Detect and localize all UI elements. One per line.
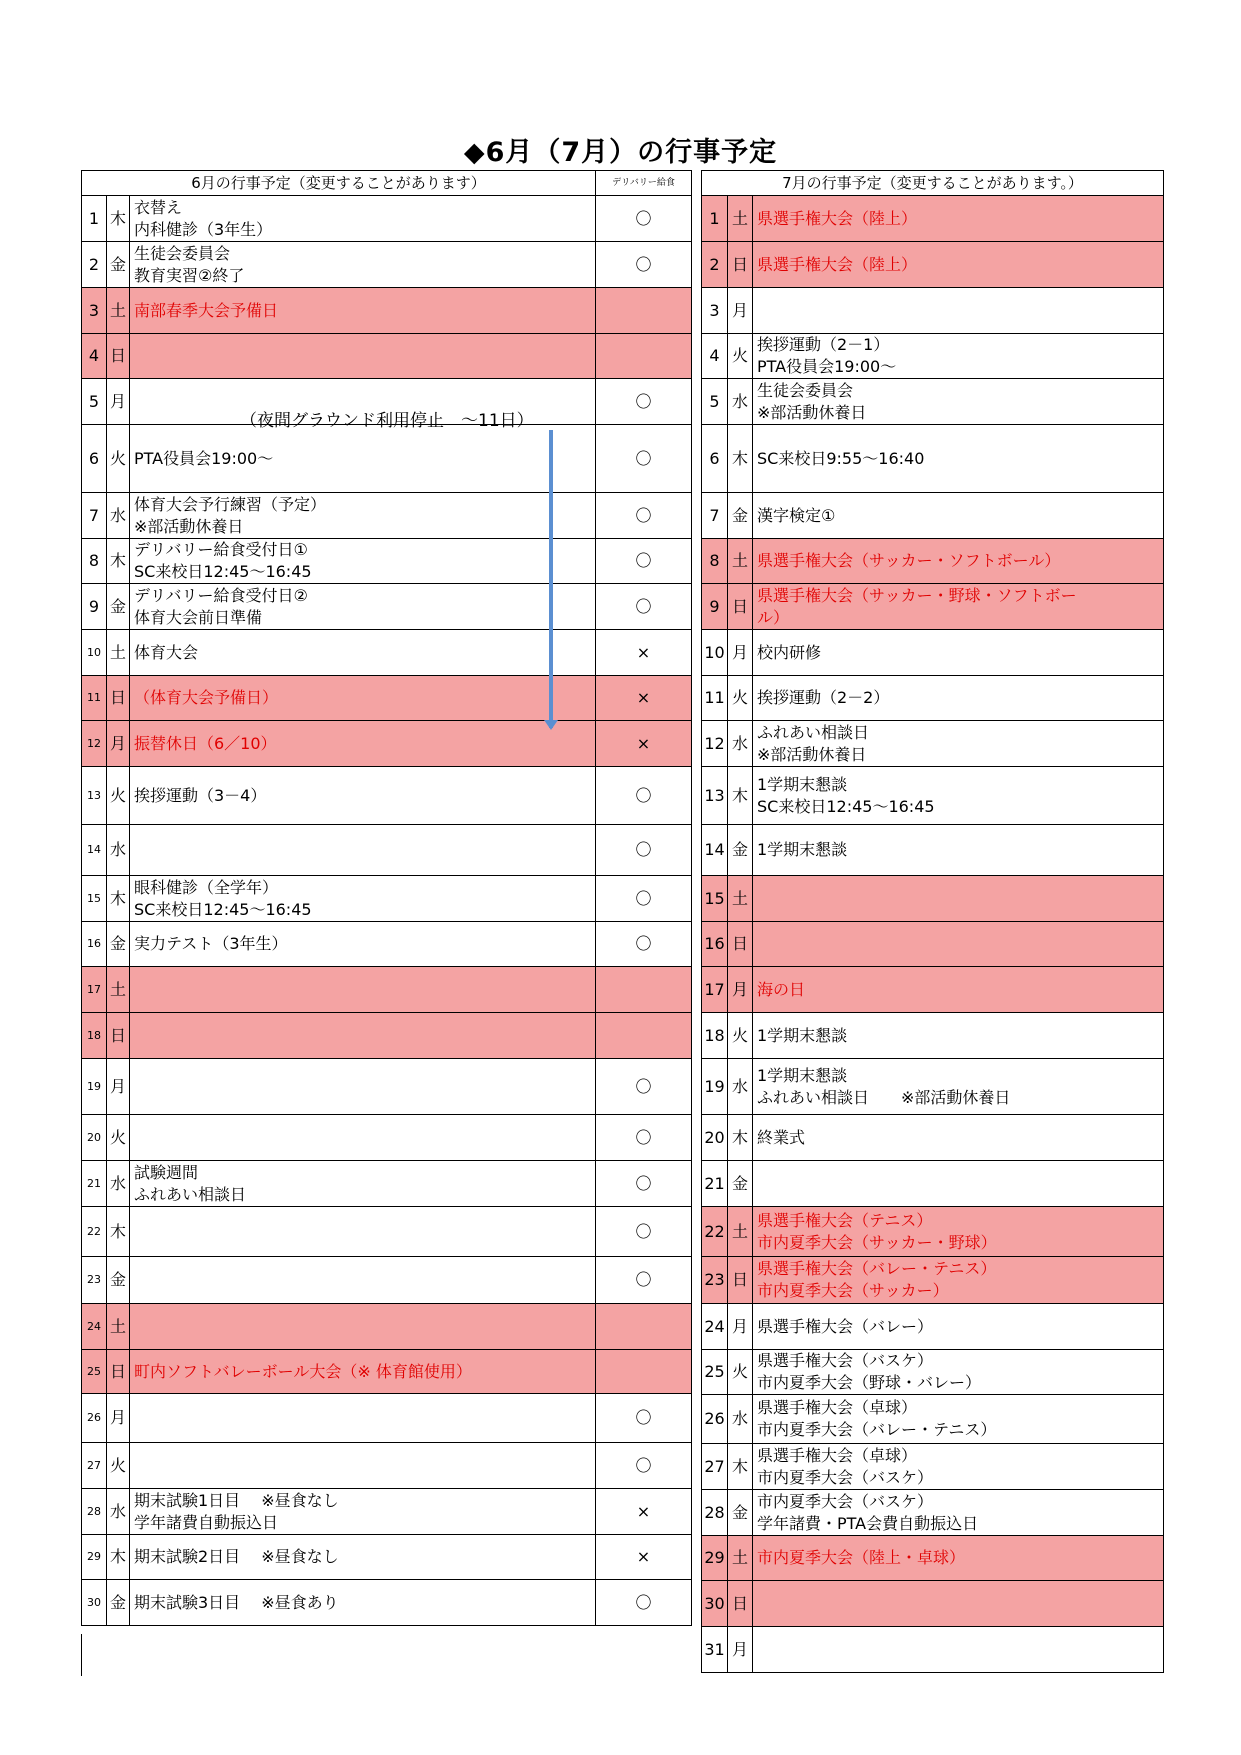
weekday: 日	[728, 1257, 753, 1304]
weekday: 水	[728, 1395, 753, 1444]
event-text: 期末試験3日目 ※昼食あり	[130, 1580, 596, 1626]
event-text: （体育大会予備日）	[130, 676, 596, 721]
delivery-lunch-header: デリバリー給食	[596, 171, 692, 196]
june-row-day-13	[82, 767, 692, 825]
day-number: 24	[82, 1304, 107, 1350]
event-text: 1学期末懇談 SC来校日12:45～16:45	[753, 767, 1164, 825]
weekday: 土	[728, 1207, 753, 1257]
june-schedule-table	[81, 170, 692, 1626]
weekday: 土	[107, 630, 130, 676]
july-row-day-6	[702, 425, 1164, 493]
july-header: 7月の行事予定（変更することがあります。）	[702, 171, 1164, 196]
delivery-mark: 〇	[596, 825, 692, 876]
weekday: 水	[107, 493, 130, 539]
july-row-day-25	[702, 1350, 1164, 1395]
delivery-mark: 〇	[596, 767, 692, 825]
weekday: 月	[728, 288, 753, 334]
july-row-day-7	[702, 493, 1164, 539]
day-number: 19	[702, 1059, 728, 1115]
event-text: 県選手権大会（バレー・テニス） 市内夏季大会（サッカー）	[753, 1257, 1164, 1304]
day-number: 23	[82, 1257, 107, 1304]
day-number: 26	[702, 1395, 728, 1444]
june-row-day-19	[82, 1059, 692, 1115]
day-number: 22	[82, 1207, 107, 1257]
weekday: 土	[107, 288, 130, 334]
weekday: 日	[728, 242, 753, 288]
july-row-day-10	[702, 630, 1164, 676]
day-number: 30	[702, 1581, 728, 1627]
july-row-day-21	[702, 1161, 1164, 1207]
weekday: 金	[107, 584, 130, 630]
weekday: 火	[107, 425, 130, 493]
event-text: ふれあい相談日 ※部活動休養日	[753, 721, 1164, 767]
event-text: 県選手権大会（卓球） 市内夏季大会（バレー・テニス）	[753, 1395, 1164, 1444]
day-number: 16	[702, 922, 728, 967]
weekday: 日	[728, 922, 753, 967]
day-number: 21	[82, 1161, 107, 1207]
delivery-mark: ×	[596, 630, 692, 676]
delivery-mark: 〇	[596, 584, 692, 630]
day-number: 21	[702, 1161, 728, 1207]
weekday: 木	[728, 767, 753, 825]
event-text: 1学期末懇談	[753, 1013, 1164, 1059]
day-number: 31	[702, 1627, 728, 1673]
weekday: 土	[107, 967, 130, 1013]
event-text	[130, 334, 596, 379]
event-text: 生徒会委員会 ※部活動休養日	[753, 379, 1164, 425]
event-text	[130, 1059, 596, 1115]
day-number: 27	[702, 1444, 728, 1490]
weekday: 金	[728, 1161, 753, 1207]
day-number: 23	[702, 1257, 728, 1304]
day-number: 29	[82, 1535, 107, 1580]
june-row-day-16	[82, 922, 692, 967]
july-row-day-24	[702, 1304, 1164, 1350]
june-row-day-6	[82, 425, 692, 493]
day-number: 3	[82, 288, 107, 334]
june-row-day-4	[82, 334, 692, 379]
weekday: 木	[728, 1115, 753, 1161]
event-text: 期末試験1日目 ※昼食なし 学年諸費自動振込日	[130, 1489, 596, 1535]
event-text: 市内夏季大会（バスケ） 学年諸費・PTA会費自動振込日	[753, 1490, 1164, 1536]
july-row-day-14	[702, 825, 1164, 876]
day-number: 10	[702, 630, 728, 676]
july-row-day-5	[702, 379, 1164, 425]
delivery-mark: ×	[596, 1535, 692, 1580]
day-number: 28	[82, 1489, 107, 1535]
event-text: 県選手権大会（バレー）	[753, 1304, 1164, 1350]
june-row-day-1	[82, 196, 692, 242]
june-header: 6月の行事予定（変更することがあります）	[82, 171, 596, 196]
june-row-day-23	[82, 1257, 692, 1304]
delivery-mark: ×	[596, 1489, 692, 1535]
day-number: 16	[82, 922, 107, 967]
delivery-mark: 〇	[596, 196, 692, 242]
event-text: 市内夏季大会（陸上・卓球）	[753, 1536, 1164, 1581]
event-text	[753, 1627, 1164, 1673]
delivery-mark	[596, 1304, 692, 1350]
weekday: 水	[728, 721, 753, 767]
june-header-row	[82, 171, 692, 196]
delivery-mark: 〇	[596, 1580, 692, 1626]
july-row-day-29	[702, 1536, 1164, 1581]
day-number: 25	[82, 1350, 107, 1394]
july-row-day-30	[702, 1581, 1164, 1627]
june-row-day-15	[82, 876, 692, 922]
weekday: 水	[107, 825, 130, 876]
day-number: 26	[82, 1394, 107, 1443]
june-row-day-26	[82, 1394, 692, 1443]
june-row-day-3	[82, 288, 692, 334]
event-text: 振替休日（6／10）	[130, 721, 596, 767]
june-row-day-25	[82, 1350, 692, 1394]
day-number: 25	[702, 1350, 728, 1395]
june-row-day-27	[82, 1443, 692, 1489]
day-number: 11	[82, 676, 107, 721]
july-row-day-31	[702, 1627, 1164, 1673]
day-number: 4	[702, 334, 728, 379]
day-number: 30	[82, 1580, 107, 1626]
day-number: 24	[702, 1304, 728, 1350]
weekday: 日	[728, 1581, 753, 1627]
weekday: 火	[107, 1443, 130, 1489]
weekday: 日	[107, 676, 130, 721]
delivery-mark: 〇	[596, 1207, 692, 1257]
night-ground-note: （夜間グラウンド利用停止 ～11日）	[240, 411, 534, 431]
event-text: 生徒会委員会 教育実習②終了	[130, 242, 596, 288]
june-row-day-30	[82, 1580, 692, 1626]
june-row-day-28	[82, 1489, 692, 1535]
weekday: 火	[728, 1013, 753, 1059]
event-text: 漢字検定①	[753, 493, 1164, 539]
delivery-mark: 〇	[596, 1161, 692, 1207]
event-text	[753, 1161, 1164, 1207]
delivery-mark: 〇	[596, 1394, 692, 1443]
day-number: 22	[702, 1207, 728, 1257]
period-arrow	[549, 430, 553, 728]
day-number: 4	[82, 334, 107, 379]
weekday: 金	[107, 1580, 130, 1626]
day-number: 20	[702, 1115, 728, 1161]
day-number: 1	[702, 196, 728, 242]
weekday: 日	[107, 1350, 130, 1394]
weekday: 火	[107, 767, 130, 825]
event-text: 県選手権大会（サッカー・野球・ソフトボー ル）	[753, 584, 1164, 630]
day-number: 10	[82, 630, 107, 676]
delivery-mark: ×	[596, 721, 692, 767]
weekday: 水	[728, 1059, 753, 1115]
event-text	[753, 876, 1164, 922]
weekday: 日	[728, 584, 753, 630]
event-text	[130, 1115, 596, 1161]
event-text: 挨拶運動（2－2）	[753, 676, 1164, 721]
day-number: 8	[702, 539, 728, 584]
event-text: SC来校日9:55～16:40	[753, 425, 1164, 493]
june-row-day-11	[82, 676, 692, 721]
event-text: 南部春季大会予備日	[130, 288, 596, 334]
weekday: 金	[728, 1490, 753, 1536]
july-row-day-2	[702, 242, 1164, 288]
event-text: 海の日	[753, 967, 1164, 1013]
july-row-day-18	[702, 1013, 1164, 1059]
event-text: 1学期末懇談	[753, 825, 1164, 876]
day-number: 14	[82, 825, 107, 876]
weekday: 火	[107, 1115, 130, 1161]
weekday: 金	[728, 825, 753, 876]
day-number: 27	[82, 1443, 107, 1489]
delivery-mark: 〇	[596, 539, 692, 584]
weekday: 日	[107, 334, 130, 379]
weekday: 土	[728, 1536, 753, 1581]
event-text	[130, 1207, 596, 1257]
day-number: 6	[702, 425, 728, 493]
arrow-head-icon	[544, 720, 558, 730]
july-row-day-22	[702, 1207, 1164, 1257]
day-number: 3	[702, 288, 728, 334]
delivery-mark: 〇	[596, 1257, 692, 1304]
event-text: 期末試験2日目 ※昼食なし	[130, 1535, 596, 1580]
june-row-day-20	[82, 1115, 692, 1161]
weekday: 月	[728, 1627, 753, 1673]
day-number: 28	[702, 1490, 728, 1536]
event-text: 県選手権大会（テニス） 市内夏季大会（サッカー・野球）	[753, 1207, 1164, 1257]
delivery-mark	[596, 1350, 692, 1394]
weekday: 木	[107, 196, 130, 242]
july-row-day-3	[702, 288, 1164, 334]
weekday: 水	[728, 379, 753, 425]
weekday: 金	[107, 242, 130, 288]
day-number: 18	[82, 1013, 107, 1059]
weekday: 月	[107, 1394, 130, 1443]
july-row-day-16	[702, 922, 1164, 967]
event-text: 挨拶運動（2－1） PTA役員会19:00～	[753, 334, 1164, 379]
june-row-day-9	[82, 584, 692, 630]
weekday: 土	[107, 1304, 130, 1350]
july-row-day-9	[702, 584, 1164, 630]
july-row-day-13	[702, 767, 1164, 825]
event-text: デリバリー給食受付日① SC来校日12:45～16:45	[130, 539, 596, 584]
july-header-row	[702, 171, 1164, 196]
delivery-mark: ×	[596, 676, 692, 721]
july-row-day-1	[702, 196, 1164, 242]
june-row-day-17	[82, 967, 692, 1013]
day-number: 8	[82, 539, 107, 584]
weekday: 水	[107, 1161, 130, 1207]
event-text	[130, 1394, 596, 1443]
day-number: 1	[82, 196, 107, 242]
weekday: 木	[728, 1444, 753, 1490]
july-row-day-19	[702, 1059, 1164, 1115]
day-number: 2	[702, 242, 728, 288]
weekday: 金	[728, 493, 753, 539]
event-text	[130, 1013, 596, 1059]
weekday: 土	[728, 539, 753, 584]
event-text: 県選手権大会（陸上）	[753, 242, 1164, 288]
delivery-mark: 〇	[596, 922, 692, 967]
july-row-day-27	[702, 1444, 1164, 1490]
event-text: 眼科健診（全学年） SC来校日12:45～16:45	[130, 876, 596, 922]
event-text: デリバリー給食受付日② 体育大会前日準備	[130, 584, 596, 630]
day-number: 9	[82, 584, 107, 630]
july-row-day-8	[702, 539, 1164, 584]
day-number: 13	[702, 767, 728, 825]
weekday: 金	[107, 1257, 130, 1304]
event-text: 町内ソフトバレーボール大会（※ 体育館使用）	[130, 1350, 596, 1394]
delivery-mark: 〇	[596, 1059, 692, 1115]
july-row-day-11	[702, 676, 1164, 721]
day-number: 6	[82, 425, 107, 493]
event-text: 校内研修	[753, 630, 1164, 676]
day-number: 9	[702, 584, 728, 630]
day-number: 20	[82, 1115, 107, 1161]
day-number: 29	[702, 1536, 728, 1581]
event-text: 県選手権大会（卓球） 市内夏季大会（バスケ）	[753, 1444, 1164, 1490]
weekday: 月	[107, 721, 130, 767]
weekday: 木	[728, 425, 753, 493]
day-number: 5	[82, 379, 107, 425]
day-number: 12	[82, 721, 107, 767]
event-text: 県選手権大会（陸上）	[753, 196, 1164, 242]
weekday: 月	[728, 1304, 753, 1350]
delivery-mark	[596, 334, 692, 379]
day-number: 15	[702, 876, 728, 922]
event-text: 終業式	[753, 1115, 1164, 1161]
event-text	[130, 1304, 596, 1350]
event-text: 県選手権大会（バスケ） 市内夏季大会（野球・バレー）	[753, 1350, 1164, 1395]
left-border-line	[81, 1634, 82, 1676]
weekday: 土	[728, 876, 753, 922]
event-text	[130, 825, 596, 876]
day-number: 12	[702, 721, 728, 767]
delivery-mark	[596, 1013, 692, 1059]
day-number: 11	[702, 676, 728, 721]
june-row-day-2	[82, 242, 692, 288]
weekday: 火	[728, 334, 753, 379]
event-text: 実力テスト（3年生）	[130, 922, 596, 967]
delivery-mark	[596, 288, 692, 334]
event-text: 1学期末懇談 ふれあい相談日 ※部活動休養日	[753, 1059, 1164, 1115]
event-text	[753, 288, 1164, 334]
june-row-day-21	[82, 1161, 692, 1207]
june-row-day-22	[82, 1207, 692, 1257]
weekday: 月	[107, 379, 130, 425]
event-text	[130, 1443, 596, 1489]
delivery-mark: 〇	[596, 1443, 692, 1489]
july-row-day-12	[702, 721, 1164, 767]
event-text: 挨拶運動（3－4）	[130, 767, 596, 825]
weekday: 木	[107, 876, 130, 922]
day-number: 5	[702, 379, 728, 425]
delivery-mark: 〇	[596, 1115, 692, 1161]
july-row-day-20	[702, 1115, 1164, 1161]
day-number: 13	[82, 767, 107, 825]
weekday: 水	[107, 1489, 130, 1535]
event-text: PTA役員会19:00～	[130, 425, 596, 493]
event-text: 衣替え 内科健診（3年生）	[130, 196, 596, 242]
june-row-day-14	[82, 825, 692, 876]
weekday: 木	[107, 1207, 130, 1257]
june-row-day-29	[82, 1535, 692, 1580]
delivery-mark: 〇	[596, 242, 692, 288]
day-number: 7	[702, 493, 728, 539]
day-number: 17	[82, 967, 107, 1013]
event-text	[753, 1581, 1164, 1627]
july-row-day-28	[702, 1490, 1164, 1536]
weekday: 金	[107, 922, 130, 967]
event-text: 試験週間 ふれあい相談日	[130, 1161, 596, 1207]
day-number: 14	[702, 825, 728, 876]
day-number: 18	[702, 1013, 728, 1059]
delivery-mark: 〇	[596, 379, 692, 425]
weekday: 火	[728, 676, 753, 721]
day-number: 19	[82, 1059, 107, 1115]
event-text: 体育大会予行練習（予定） ※部活動休養日	[130, 493, 596, 539]
event-text: 体育大会	[130, 630, 596, 676]
event-text: 県選手権大会（サッカー・ソフトボール）	[753, 539, 1164, 584]
weekday: 月	[728, 967, 753, 1013]
delivery-mark: 〇	[596, 876, 692, 922]
june-row-day-7	[82, 493, 692, 539]
page-title: ◆6月（7月）の行事予定	[463, 137, 778, 168]
july-row-day-23	[702, 1257, 1164, 1304]
day-number: 17	[702, 967, 728, 1013]
day-number: 7	[82, 493, 107, 539]
event-text	[753, 922, 1164, 967]
day-number: 2	[82, 242, 107, 288]
weekday: 火	[728, 1350, 753, 1395]
weekday: 月	[107, 1059, 130, 1115]
july-row-day-26	[702, 1395, 1164, 1444]
day-number: 15	[82, 876, 107, 922]
event-text	[130, 967, 596, 1013]
july-schedule-table	[701, 170, 1164, 1673]
delivery-mark: 〇	[596, 493, 692, 539]
weekday: 月	[728, 630, 753, 676]
july-row-day-4	[702, 334, 1164, 379]
june-row-day-8	[82, 539, 692, 584]
weekday: 日	[107, 1013, 130, 1059]
weekday: 土	[728, 196, 753, 242]
july-row-day-17	[702, 967, 1164, 1013]
june-row-day-24	[82, 1304, 692, 1350]
june-row-day-10	[82, 630, 692, 676]
delivery-mark: 〇	[596, 425, 692, 493]
weekday: 木	[107, 539, 130, 584]
event-text	[130, 1257, 596, 1304]
weekday: 木	[107, 1535, 130, 1580]
june-row-day-18	[82, 1013, 692, 1059]
july-row-day-15	[702, 876, 1164, 922]
delivery-mark	[596, 967, 692, 1013]
june-row-day-12	[82, 721, 692, 767]
